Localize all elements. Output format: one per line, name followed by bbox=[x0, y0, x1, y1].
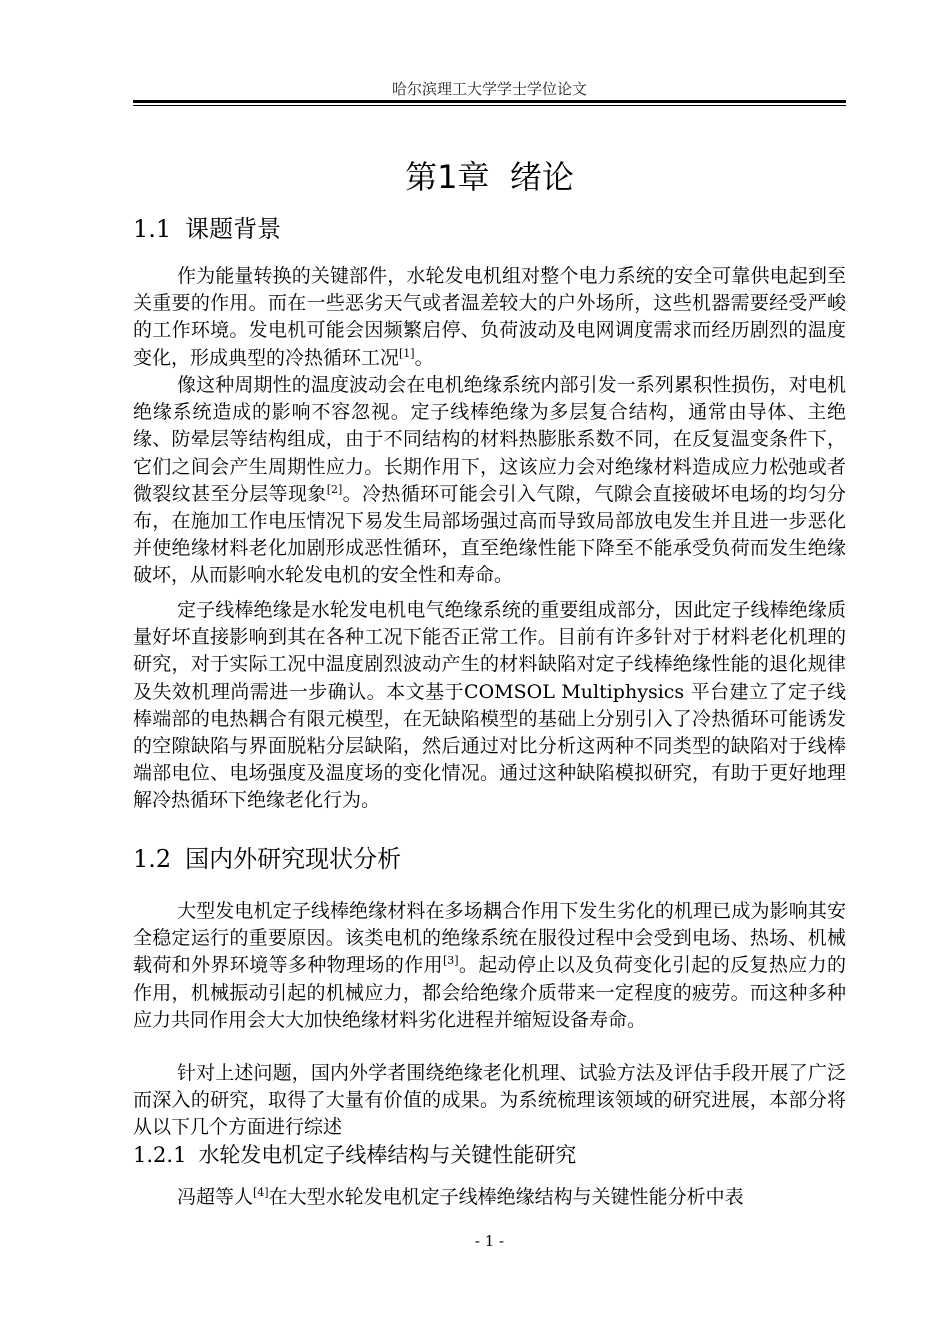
paragraph-1-2-1-a: 冯超等人[4]在大型水轮发电机定子线棒绝缘结构与关键性能分析中表 bbox=[177, 1186, 744, 1208]
subsection-heading-1-2-1 bbox=[133, 1139, 576, 1169]
paragraph-1-2-b: 针对上述问题，国内外学者围绕绝缘老化机理、试验方法及评估手段开展了广泛而深入的研究，取得了大量有价值的成果。为系统梳理该领域的研究进展，本部分将从以下几个方面进行综述 bbox=[133, 1062, 846, 1139]
paragraph-1-1-c: 定子线棒绝缘是水轮发电机电气绝缘系统的重要组成部分，因此定子线棒绝缘质量好坏直接影响到其在各种工况下能否正常工作。目前有许多针对于材料老化机理的研究，对于实际工况中温度剧烈波动产生的材料缺陷对定子线棒绝缘性能的退化规律及失效机理尚需进一步确认。本文基于COMSOL Multiphysics 平台建立了定子线棒端部的电热耦合有限元模型，在无缺陷模型的基础上分别引入了冷热循环可能诱发的空隙缺陷与界面脱粘分层缺陷，然后通过对比分析这两种不同类型的缺陷对于线棒端部电位、电场强度及温度场的变化情况。通过这种缺陷模拟研究，有助于更好地理解冷热循环下绝缘老化行为。 bbox=[133, 599, 846, 812]
subsection-title: 水轮发电机定子线棒结构与关键性能研究 bbox=[198, 1143, 577, 1167]
page-number: - 1 - bbox=[474, 1232, 505, 1250]
paragraph-1-1-b: 像这种周期性的温度波动会在电机绝缘系统内部引发一系列累积性损伤，对电机绝缘系统造成的影响不容忽视。定子线棒绝缘为多层复合结构，通常由导体、主绝缘、防晕层等结构组成，由于不同结构的材料热膨胀系数不同，在反复温变条件下，它们之间会产生周期性应力。长期作用下，这该应力会对绝缘材料造成应力松弛或者微裂纹甚至分层等现象[2]。冷热循环可能会引入气隙，气隙会直接破坏电场的均匀分布，在施加工作电压情况下易发生局部场强过高而导致局部放电发生并且进一步恶化并使绝缘材料老化加剧形成恶性循环，直至绝缘性能下降至不能承受负荷而发生绝缘破坏，从而影响水轮发电机的安全性和寿命。 bbox=[133, 374, 846, 587]
citation: [1] bbox=[399, 346, 415, 360]
subsection-number: 1.2.1 bbox=[133, 1143, 187, 1167]
header-rule-thick bbox=[133, 100, 846, 103]
running-header: 哈尔滨理工大学学士学位论文 bbox=[391, 80, 587, 98]
section-number: 1.1 bbox=[133, 215, 172, 243]
citation: [4] bbox=[253, 1186, 269, 1199]
section-title: 课题背景 bbox=[185, 215, 282, 243]
paragraph-1-1-a: 作为能量转换的关键部件，水轮发电机组对整个电力系统的安全可靠供电起到至关重要的作用。而在一些恶劣天气或者温差较大的户外场所，这些机器需要经受严峻的工作环境。发电机可能会因频繁启停、负荷波动及电网调度需求而经历剧烈的温度变化，形成典型的冷热循环工况[1]。 bbox=[133, 265, 846, 369]
section-number: 1.2 bbox=[133, 845, 172, 873]
section-title: 国内外研究现状分析 bbox=[185, 845, 402, 873]
section-heading-1-2 bbox=[133, 839, 401, 874]
header-rule-thin bbox=[133, 105, 846, 106]
chapter-title: 第1章 绪论 bbox=[405, 158, 574, 196]
citation: [3] bbox=[442, 954, 459, 968]
section-heading-1-1 bbox=[133, 209, 281, 244]
paragraph-1-2-a: 大型发电机定子线棒绝缘材料在多场耦合作用下发生劣化的机理已成为影响其安全稳定运行的重要原因。该类电机的绝缘系统在服役过程中会受到电场、热场、机械载荷和外界环境等多种物理场的作用[3]。起动停止以及负荷变化引起的反复热应力的作用，机械振动引起的机械应力，都会给绝缘介质带来一定程度的疲劳。而这种多种应力共同作用会大大加快绝缘材料劣化进程并缩短设备寿命。 bbox=[133, 900, 846, 1031]
citation: [2] bbox=[326, 482, 343, 496]
